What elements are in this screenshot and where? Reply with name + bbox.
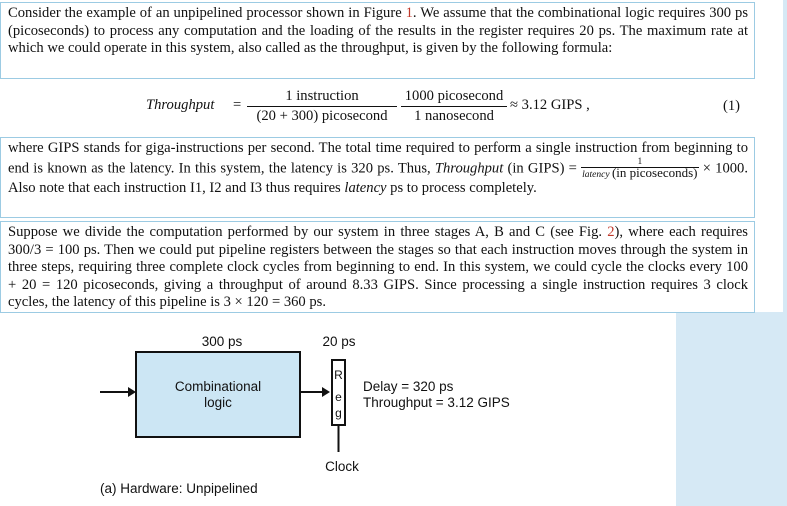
throughput-term: Throughput (434, 159, 504, 176)
latency-fraction-denominator: latency (582, 169, 610, 180)
paragraph-2-text-c: × 1000. Also note that each instruction I1, I2 and I3 thus requires (8, 159, 749, 196)
equation-lhs: Throughput (146, 97, 215, 113)
latency-fraction-numerator: 1 (581, 158, 698, 168)
logic-delay-label: 300 ps (201, 334, 243, 349)
equation-number: (1) (723, 98, 741, 114)
fraction-2-numerator: 1000 picosecond (401, 88, 507, 107)
fraction-1-denominator: (20 + 300) picosecond (256, 108, 388, 124)
register-delay-label: 20 ps (322, 334, 356, 349)
register-letter-r: R (334, 368, 343, 382)
delay-label: Delay = 320 ps (363, 379, 454, 394)
logic-to-register-arrow-head (322, 387, 330, 397)
paragraph-3-text-b: ), where each requires 300/3 = 100 ps. Then we could put pipeline registers between the stages so that each instruction moves through the system in three steps, requiring three complete clock cycles from beginning to end. In this system, we could cycle the clocks every 100 + 20 = 120 picoseconds, giving a throughput of around 8.33 GIPS. Since processing a single instruction requires 3 clock cycles, the latency of this pipeline is 3 × 120 = 360 ps. (8, 224, 748, 311)
paragraph-2-text-b: (in GIPS) = (503, 159, 577, 176)
figure-2-link[interactable]: 2 (607, 224, 615, 240)
paragraph-2-text-d: ps to process completely. (386, 179, 537, 196)
logic-label-line2: logic (204, 395, 232, 410)
paragraph-2-text-a: where GIPS stands for giga-instructions per second. The total time required to perform a single instruction from beginning to end is known as the latency. In this system, the latency is 320 ps. Thus, (8, 140, 748, 176)
logic-label-line1: Combinational (174, 379, 262, 394)
clock-label: Clock (325, 459, 359, 474)
register-letter-g: g (335, 406, 342, 420)
input-arrow-head (128, 387, 136, 397)
figure-caption: (a) Hardware: Unpipelined (100, 481, 258, 496)
register-letter-e: e (335, 390, 342, 404)
latency-term: latency (344, 179, 387, 196)
fraction-1-numerator: 1 instruction (247, 88, 397, 107)
paragraph-1-text-b: . We assume that the combinational logic requires 300 ps (picoseconds) to process any computation and the loading of the results in the register requires 20 ps. The maximum rate at which we could operate in this system, also called as the throughput, is given by the following formula: (8, 5, 749, 57)
latency-fraction-unit: (in picoseconds) (611, 164, 698, 180)
fraction-2-denominator: 1 nanosecond (414, 108, 494, 124)
paragraph-1-text-a: Consider the example of an unpipelined processor shown in Figure (8, 5, 406, 21)
figure-1-link[interactable]: 1 (405, 5, 413, 21)
throughput-label: Throughput = 3.12 GIPS (363, 395, 510, 410)
equation-result: ≈ 3.12 GIPS , (510, 97, 590, 113)
equation-equals: = (233, 97, 242, 113)
paragraph-3-text-a: Suppose we divide the computation performed by our system in three stages A, B and C (see Fig. (8, 224, 608, 240)
